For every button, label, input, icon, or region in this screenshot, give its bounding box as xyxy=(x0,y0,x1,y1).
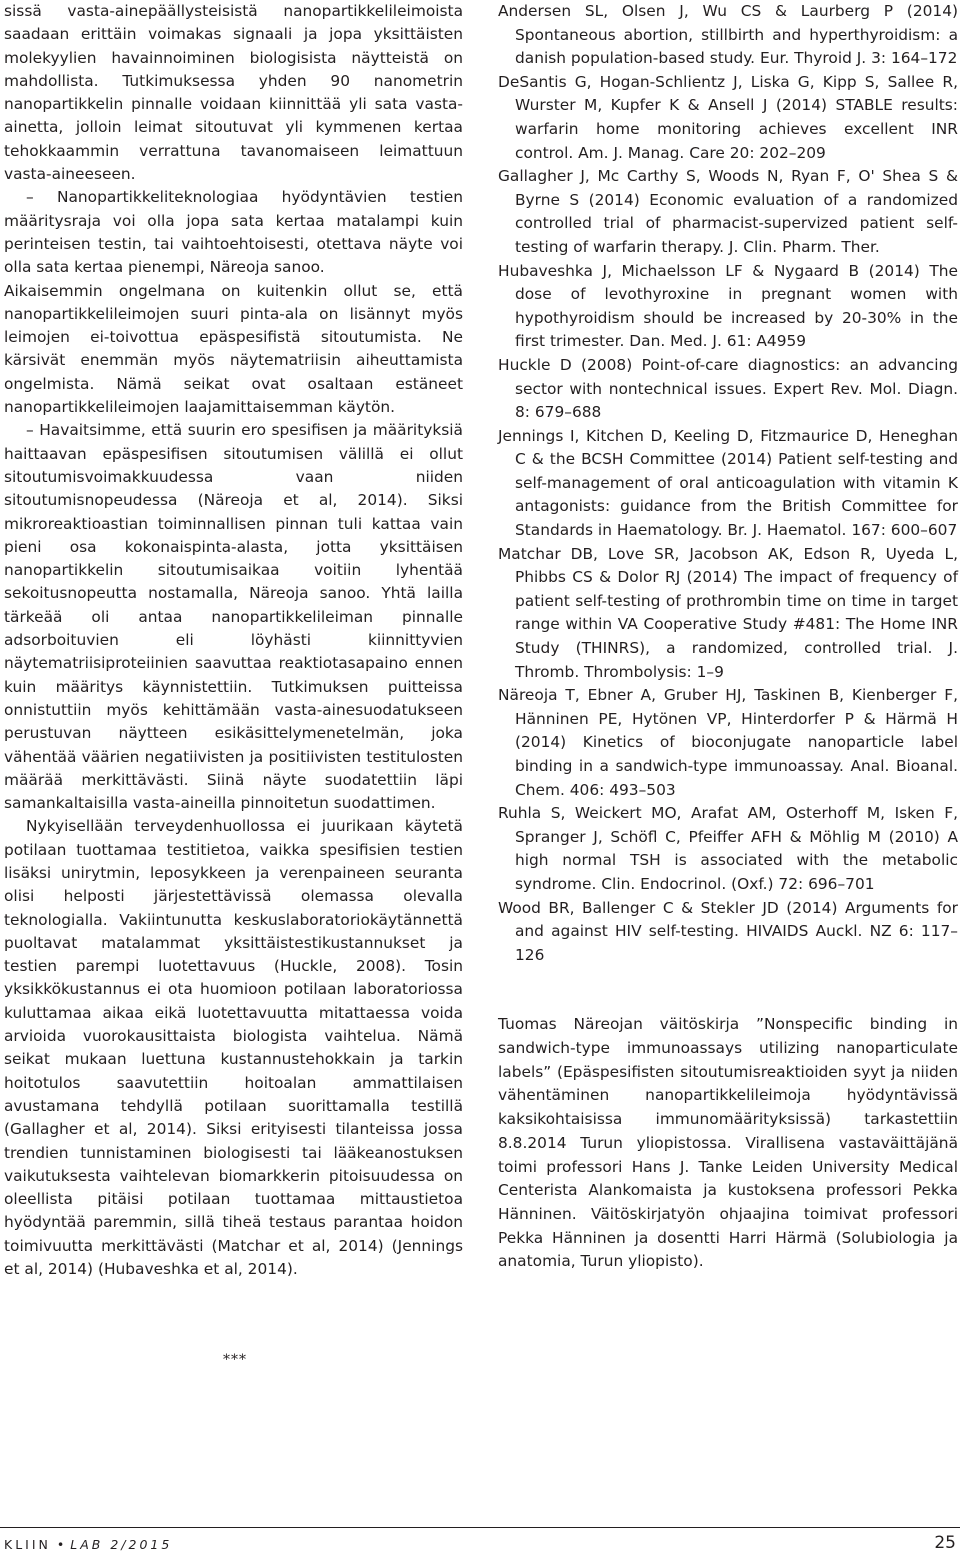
reference-item: Hubaveshka J, Michaelsson LF & Nygaard B (2014) The dose of levothyroxine in pregnant women with hypothyroidism should be increased by 20-30% in the first trimester. Dan. Med. J. 61: A4959 xyxy=(498,261,958,351)
reference-item: Ruhla S, Weickert MO, Arafat AM, Osterhoff M, Isken F, Spranger J, Schöfl C, Pfeiffer AFH & Möhlig M (2010) A high normal TSH is associated with the metabolic syndrome. Clin. Endocrinol. (Oxf.) 72: 696–701 xyxy=(498,804,958,893)
reference-item: Matchar DB, Love SR, Jacobson AK, Edson R, Uyeda L, Phibbs CS & Dolor RJ (2014) The impact of frequency of patient self-testing of prothrombin time on time in target range within VA Cooperative Study #481: The Home INR Study (THINRS), a randomized, controlled trial. J. Thromb. Thrombolysis: 1–9 xyxy=(498,544,958,681)
article-paragraph: Nykyisellään terveydenhuollossa ei juurikaan käytetä potilaan tuottamaa testitietoa, vaikka spesifisien testien lisäksi unirytmin, leposykkeen ja verenpaineen seuranta olisi helposti järjestettävissä olemassa olevalla teknologialla. Vakiintunutta keskuslaboratoriokäytännettä puoltavat matalammat yksittäistestikustannukset ja testien parempi luotettavuus (Huckle, 2008). Tosin yksikkökustannus ei ota huomioon potilaan laboratoriossa kuluttamaa aikaa eikä luotettavuutta mitattaessa voida arvioida vuorokausittaista biologista vaihtelua. Nämä seikat mukaan luettuna kustannustehokkain ja tarkin hoitotulos saavutettiin hoitoalan ammattilaisen avustamana tehdyllä potilaan suorittamalla testillä (Gallagher et al, 2014). Siksi erityisesti tilanteissa jossa trendien tunnistaminen biologisesti tai lääkeanostuksen vaikutuksesta vaihtelevan biomarkkerin pitoisuudessa on oleellista pitäisi potilaan tuottamaa mittaustietoa hyödyntää paremmin, sillä tiheä testaus parantaa hoidon toimivuutta merkittävästi (Matchar et al, 2014) (Jennings et al, 2014) (Hubaveshka et al, 2014). xyxy=(4,817,463,1279)
reference-item: Gallagher J, Mc Carthy S, Woods N, Ryan F, O' Shea S & Byrne S (2014) Economic evaluation of a randomized controlled trial of pharmacist-supervized patient self-testing of warfarin therapy. J. Clin. Pharm. Ther. xyxy=(498,167,958,256)
journal-issue: LAB 2/2015 xyxy=(70,1537,173,1552)
article-paragraph: – Havaitsimme, että suurin ero spesifisen ja määrityksiä haittaavan epäspesifisen sitoutumisen välillä ei ollut sitoutumisvoimakkuudessa vaan niiden sitoutumisnopeudessa (Näreoja et al, 2014). Siksi mikroreaktioastian toiminnallisen pinnan tuli kattaa vain pieni osa kokonaispinta-alasta, jotta yksittäisen nanopartikkelin sitoutumisaikaa voitiin lyhentää sekoitusnopeutta nostamalla, Näreoja sanoo. Yhtä lailla tärkeää oli antaa nanopartikkelileiman pinnalle adsorboituvien eli löyhästi kiinnittyvien näytematriisiproteiinien saavuttaa reaktiotasapaino ennen kuin määritys käynnistettiin. Tutkimuksen puitteissa onnistuttiin myös kehittämään vasta-ainesuodatukseen perustuvan näytteen esikäsittelymenetelmän, joka vähentää väärien negatiivisten ja positiivisten testitulosten määrää merkittävästi. Siinä näyte suodatettiin läpi samankaltaisilla vasta-aineilla pinnoitetun suodattimen. xyxy=(4,421,463,813)
reference-item: DeSantis G, Hogan-Schlientz J, Liska G, Kipp S, Sallee R, Wurster M, Kupfer K & Ansell J (2014) STABLE results: warfarin home monitoring achieves excellent INR control. Am. J. Manag. Care 20: 202–209 xyxy=(498,72,958,162)
reference-item: Andersen SL, Olsen J, Wu CS & Laurberg P (2014) Spontaneous abortion, stillbirth and hyperthyroidism: a danish population-based study. Eur. Thyroid J. 3: 164–172 xyxy=(498,2,958,68)
journal-name: KLIIN xyxy=(4,1537,51,1552)
page-number: 25 xyxy=(934,1533,956,1553)
references-column xyxy=(498,0,958,1274)
footer-bullet: • xyxy=(56,1537,65,1552)
reference-item: Huckle D (2008) Point-of-care diagnostics: an advancing sector with nontechnical issues. Expert Rev. Mol. Diagn. 8: 679–688 xyxy=(498,355,958,422)
journal-footer xyxy=(4,1536,172,1554)
reference-item: Jennings I, Kitchen D, Keeling D, Fitzmaurice D, Heneghan C & the BCSH Committee (2014) Patient self-testing and self-management of oral anticoagulation with vitamin K antagonists: guidance from the British Committee for Standards in Haematology. Br. J. Haematol. 167: 600–607 xyxy=(498,426,958,540)
article-paragraph: Aikaisemmin ongelmana on kuitenkin ollut se, että nanopartikkelileimojen suuri pinta-ala on lisännyt myös leimojen ei-toivottua epäspesifistä sitoutumista. Ne kärsivät enemmän myös näytematriisin aiheuttamista ongelmista. Nämä seikat ovat osaltaan estäneet nanopartikkelileimojen laajamittaisemman käytön. xyxy=(4,281,463,417)
dissertation-note: Tuomas Näreojan väitöskirja ”Nonspecific binding in sandwich-type immunoassays utilizing nanoparticulate labels” (Epäspesifisten sitoutumisreaktioiden syyt ja niiden vähentäminen nanopartikkelileimoja hyödyntävissä kaksikohtaisissa immunomäärityksissä) tarkastettiin 8.8.2014 Turun yliopistossa. Virallisena vastaväittäjänä toimi professori Hans J. Tanke Leiden University Medical Centerista Alankomaista ja kustoksena professori Pekka Hänninen. Väitöskirjatyön ohjaajina toimivat professori Pekka Hänninen ja dosentti Harri Härmä (Solubiologia ja anatomia, Turun yliopisto). xyxy=(498,1015,958,1271)
section-separator: *** xyxy=(223,1352,247,1368)
reference-item: Wood BR, Ballenger C & Stekler JD (2014) Arguments for and against HIV self-testing. HIVAIDS Auckl. NZ 6: 117–126 xyxy=(498,898,958,964)
article-paragraph: – Nanopartikkeliteknologiaa hyödyntävien testien määritysraja voi olla jopa sata kertaa matalampi kuin perinteisen testin, tai vaihtoehtoisesti, otettava näyte voi olla sata kertaa pienempi, Näreoja sanoo. xyxy=(4,188,463,277)
article-paragraph: sissä vasta-ainepäällysteisistä nanopartikkelileimoista saadaan erittäin voimakas signaali ja jopa yksittäisten molekyylien havainnoiminen biologisista näytteistä on mahdollista. Tutkimuksessa yhden 90 nanometrin nanopartikkelin pinnalle voidaan kiinnittää yli sata vasta-ainetta, jolloin leimat sitoutuvat yli kymmenen kertaa tehokkaammin verrattuna tavanomaiseen leimattuun vasta-aineeseen. xyxy=(4,2,463,184)
article-body-column xyxy=(4,0,463,1281)
footer-divider xyxy=(0,1527,960,1528)
reference-list xyxy=(498,0,958,967)
reference-item: Näreoja T, Ebner A, Gruber HJ, Taskinen B, Kienberger F, Hänninen PE, Hytönen VP, Hinterdorfer P & Härmä H (2014) Kinetics of bioconjugate nanoparticle label binding in a sandwich-type immunoassay. Anal. Bioanal. Chem. 406: 493–503 xyxy=(498,686,958,799)
